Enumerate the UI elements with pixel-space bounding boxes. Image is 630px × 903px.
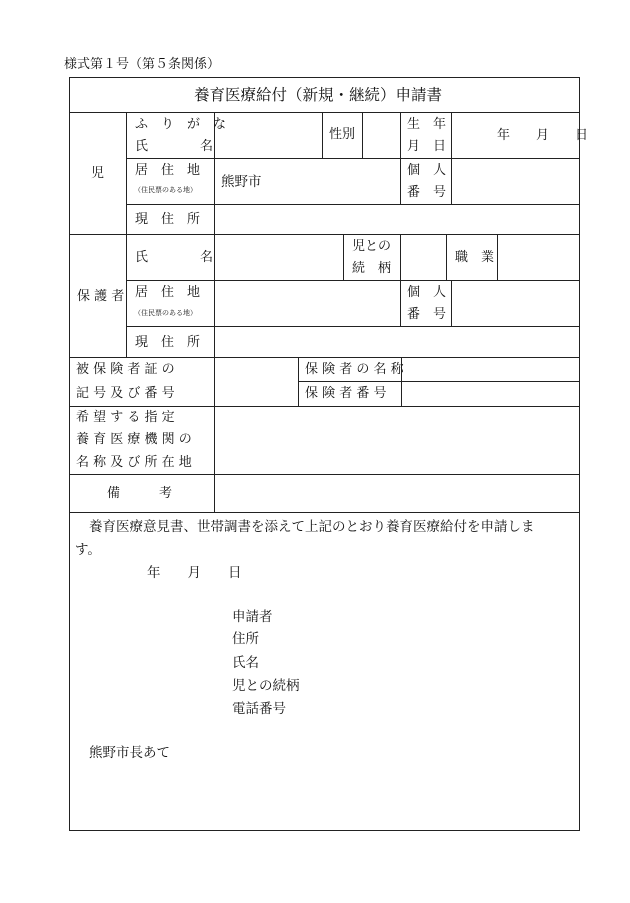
insurance-card-label-1: 被 保 険 者 証 の [76,362,175,377]
line-child-2 [126,204,580,205]
guardian-current-address-label: 現 住 所 [135,335,201,350]
line-child-bottom [69,234,580,235]
line-institution-bottom [69,474,580,475]
line-birth-right [451,112,452,158]
line-insurer-mid [298,381,580,382]
child-address-label: 居 住 地 [135,163,201,178]
applicant-address-label: 住所 [232,631,259,647]
declaration-line-2: す。 [75,542,101,558]
line-remarks-bottom [69,512,580,513]
child-birthdate-field[interactable]: 年 月 日 [497,128,589,143]
declaration-line-1: 養育医療意見書、世帯調書を添えて上記のとおり養育医療給付を申請しま [89,519,535,535]
line-section-divider [126,112,127,357]
addressee: 熊野市長あて [89,745,170,761]
child-address-note: （住民票のある地） [134,186,197,194]
guardian-name-label: 氏 名 [135,250,214,265]
applicant-heading: 申請者 [232,609,273,625]
line-gender-right [362,112,363,158]
applicant-phone-label: 電話番号 [232,701,286,717]
guardian-personal-label-1: 個 人 [407,285,447,300]
line-guardian-bottom [69,357,580,358]
line-child-personal-right [451,158,452,204]
line-insurance-bottom [69,406,580,407]
child-name-label: 氏 名 [135,139,214,154]
institution-label-1: 希 望 す る 指 定 [76,410,175,425]
child-birth-label-1: 生 年 [407,117,447,132]
line-guardian-2 [126,326,580,327]
line-gender-left [322,112,323,158]
applicant-name-label: 氏名 [232,655,259,671]
child-gender-label: 性別 [329,127,356,142]
guardian-address-label: 居 住 地 [135,285,201,300]
institution-label-3: 名 称 及 び 所 在 地 [76,455,192,470]
child-birth-label-2: 月 日 [407,139,447,154]
guardian-address-note: （住民票のある地） [134,309,197,317]
child-personal-label-1: 個 人 [407,163,447,178]
line-child-personal-left [400,158,401,204]
guardian-occupation-label: 職 業 [455,250,495,265]
child-furigana-label: ふ り が な [135,117,227,132]
applicant-relation-label: 児との続柄 [232,678,300,694]
guardian-relation-label-2: 続 柄 [352,261,392,276]
line-birth-left [400,112,401,158]
guardian-relation-label-1: 児との [352,239,392,254]
child-section-label: 児 [91,166,105,181]
line-guardian-personal-left [400,280,401,326]
institution-label-2: 養 育 医 療 機 関 の [76,432,192,447]
line-title-bottom [69,112,580,113]
remarks-label: 備 考 [107,486,173,501]
child-personal-label-2: 番 号 [407,185,447,200]
line-guardian-personal-right [451,280,452,326]
line-occupation-right [497,234,498,280]
insurer-name-label: 保 険 者 の 名 称 [305,362,404,377]
form-title: 養育医療給付（新規・継続）申請書 [194,86,443,104]
line-relation-left [343,234,344,280]
line-relation-right [400,234,401,280]
line-guardian-1 [126,280,580,281]
child-current-address-label: 現 住 所 [135,212,201,227]
form-number: 様式第１号（第５条関係） [64,57,221,72]
child-city-value[interactable]: 熊野市 [221,174,262,190]
insurer-number-label: 保 険 者 番 号 [305,386,387,401]
guardian-personal-label-2: 番 号 [407,307,447,322]
line-label-divider [214,112,215,512]
line-insurer-left [298,357,299,406]
declaration-date[interactable]: 年 月 日 [147,565,242,581]
insurance-card-label-2: 記 号 及 び 番 号 [76,386,175,401]
guardian-section-label: 保 護 者 [77,289,125,304]
line-occupation-left [446,234,447,280]
line-child-1 [126,158,580,159]
